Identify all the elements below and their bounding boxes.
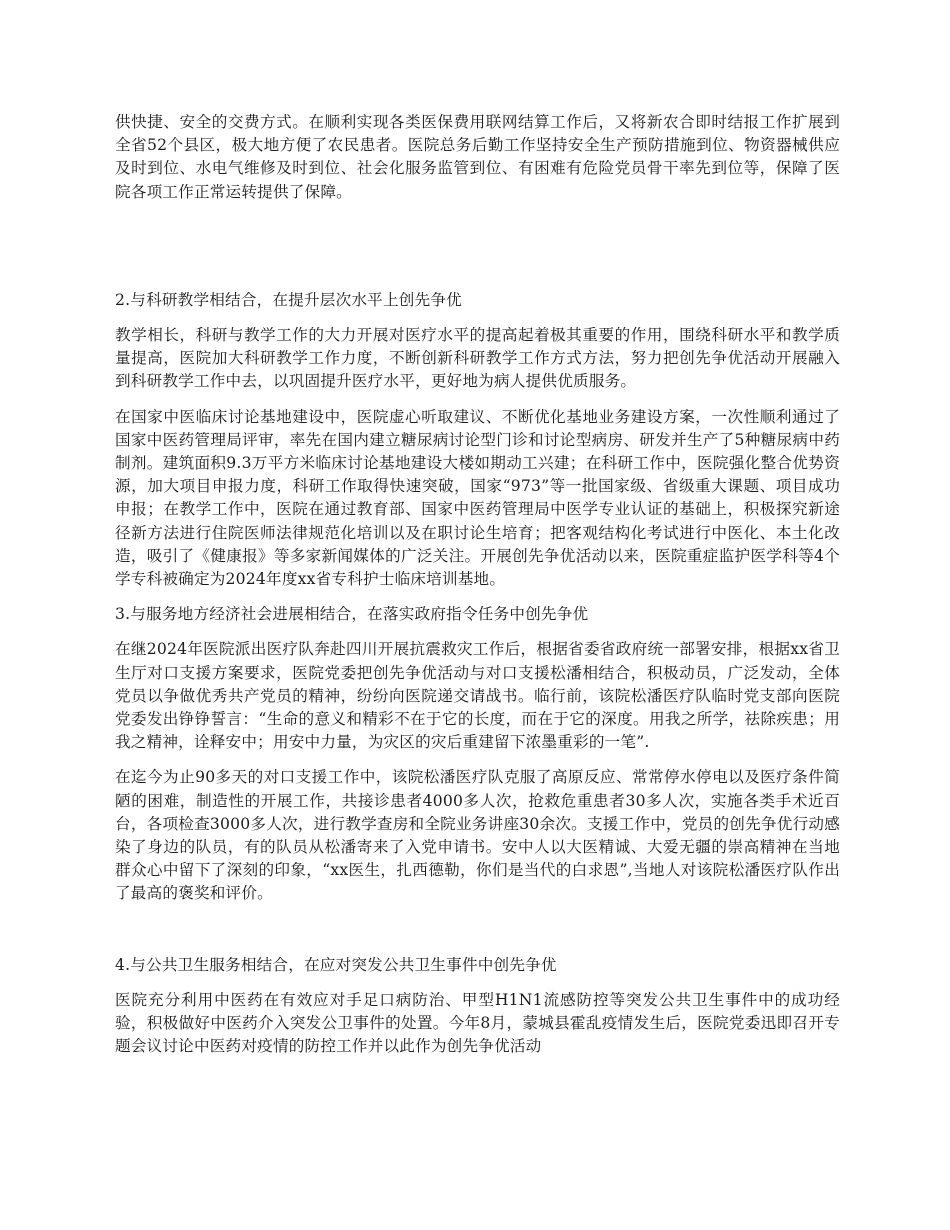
paragraph-2b: 在国家中医临床讨论基地建设中，医院虚心听取建议、不断优化基地业务建设方案，一次性顺利通过了国家中医药管理局评审，率先在国内建立糖尿病讨论型门诊和讨论型病房、研发并生产了5种糖尿病中药制剂。建筑面积9.3万平方米临床讨论基地建设大楼如期动工兴建；在科研工作中，医院强化整合优势资源，加大项目申报力度，科研工作取得快速突破，国家“973”等一批国家级、省级重大课题、项目成功申报；在教学工作中，医院在通过教育部、国家中医药管理局中医学专业认证的基础上，积极探究新途径新方法进行住院医师法律规范化培训以及在职讨论生培育；把客观结构化考试进行中医化、本土化改造，吸引了《健康报》等多家新闻媒体的广泛关注。开展创先争优活动以来，医院重症监护医学科等4个学专科被确定为2024年度xx省专科护士临床培训基地。 <box>115 407 840 589</box>
paragraph-intro: 供快捷、安全的交费方式。在顺利实现各类医保费用联网结算工作后，又将新农合即时结报工作扩展到全省52个县区，极大地方便了农民患者。医院总务后勤工作坚持安全生产预防措施到位、物资器械供应及时到位、水电气维修及时到位、社会化服务监管到位、有困难有危险党员骨干率先到位等，保障了医院各项工作正常运转提供了保障。 <box>115 113 840 201</box>
paragraph-4a: 医院充分利用中医药在有效应对手足口病防治、甲型H1N1流感防控等突发公共卫生事件中的成功经验，积极做好中医药介入突发公卫事件的处置。今年8月，蒙城县霍乱疫情发生后，医院党委迅即召开专题会议讨论中医药对疫情的防控工作并以此作为创先争优活动 <box>115 990 840 1056</box>
paragraph-3b: 在迄今为止90多天的对口支援工作中，该院松潘医疗队克服了高原反应、常常停水停电以及医疗条件简陋的困难，制造性的开展工作，共接诊患者4000多人次，抢救危重患者30多人次，实施各类手术近百台，各项检查3000多人次，进行教学查房和全院业务讲座30余次。支援工作中，党员的创先争优行动感染了身边的队员，有的队员从松潘寄来了入党申请书。安中人以大医精诚、大爱无疆的崇高精神在当地群众心中留下了深刻的印象，“xx医生，扎西德勒，你们是当代的白求恩”,当地人对该院松潘医疗队作出了最高的褒奖和评价。 <box>115 768 840 903</box>
paragraph-2a: 教学相长，科研与教学工作的大力开展对医疗水平的提高起着极其重要的作用，围绕科研水平和教学质量提高，医院加大科研教学工作力度，不断创新科研教学工作方式方法，努力把创先争优活动开展融入到科研教学工作中去，以巩固提升医疗水平，更好地为病人提供优质服务。 <box>115 326 840 391</box>
paragraph-3a: 在继2024年医院派出医疗队奔赴四川开展抗震救灾工作后，根据省委省政府统一部署安排，根据xx省卫生厅对口支援方案要求，医院党委把创先争优活动与对口支援松潘相结合，积极动员，广泛发动，全体党员以争做优秀共产党员的精神，纷纷向医院递交请战书。临行前，该院松潘医疗队临时党支部向医院党委发出铮铮誓言：“生命的意义和精彩不在于它的长度，而在于它的深度。用我之所学，祛除疾患；用我之精神，诠释安中；用安中力量，为灾区的灾后重建留下浓墨重彩的一笔”. <box>115 640 840 752</box>
section-heading-3: 3.与服务地方经济社会进展相结合，在落实政府指令任务中创先争优 <box>115 605 589 624</box>
document-body <box>115 0 840 1059</box>
section-heading-4: 4.与公共卫生服务相结合，在应对突发公共卫生事件中创先争优 <box>115 955 557 974</box>
section-heading-2: 2.与科研教学相结合，在提升层次水平上创先争优 <box>115 290 462 309</box>
